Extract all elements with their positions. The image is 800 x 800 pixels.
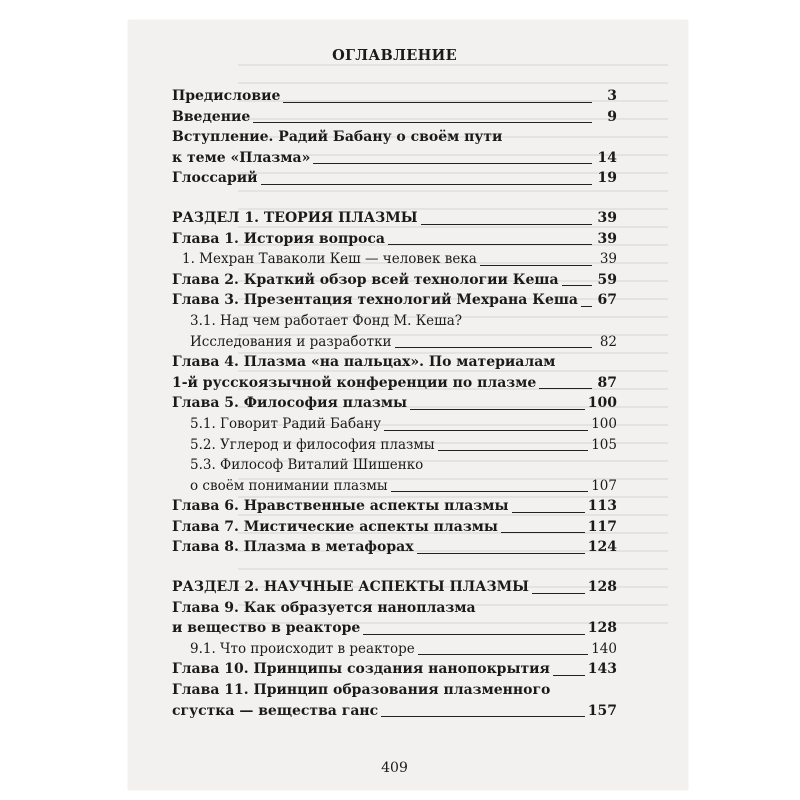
entry-page: 14 [597,149,617,166]
entry-page: 107 [591,477,617,494]
toc-section-2 [172,577,617,598]
entry-title: Глава 8. Плазма в метафорах [172,539,414,556]
entry-title-continuation: и вещество в реакторе [172,620,361,637]
toc-subentry-5-3 [172,476,617,497]
section-title: РАЗДЕЛ 2. НАУЧНЫЕ АСПЕКТЫ ПЛАЗМЫ [172,579,529,596]
entry-title: 9.1. Что происходит в реакторе [190,640,415,657]
entry-title: Глава 6. Нравственные аспекты плазмы [172,498,509,515]
entry-page: 105 [591,436,617,453]
entry-page: 3 [607,88,617,104]
entry-title: Введение [172,108,251,125]
toc-entry-glossary [172,168,617,189]
toc-chapter-1 [172,229,617,250]
toc-chapter-7 [172,517,617,538]
toc-subentry-9-1 [172,639,617,660]
toc-subentry-5-1 [172,414,617,435]
entry-page: 113 [587,498,617,515]
toc-chapter-6 [172,496,617,517]
entry-page: 59 [597,271,617,288]
entry-title-continuation: сгустка — вещества ганс [172,702,379,719]
leader-line [395,347,592,348]
entry-title: Глава 9. Как образуется наноплазма [172,599,476,616]
leader-line [539,388,592,389]
leader-line [384,430,588,431]
entry-title: Глава 5. Философия плазмы [172,395,408,412]
leader-line [421,224,592,225]
entry-title: Предисловие [172,88,281,104]
entry-title-continuation: 1-й русскоязычной конференции по плазме [172,374,537,391]
entry-title: Вступление. Радий Бабану о своём пути [172,129,503,146]
leader-line [391,491,589,492]
entry-title-continuation: к теме «Плазма» [172,149,311,166]
toc-chapter-3 [172,290,617,311]
entry-title-continuation: о своём понимании плазмы [190,477,388,494]
toc-subentry-3-1 [172,332,617,353]
entry-title-continuation: Исследования и разработки [190,333,392,350]
toc-subentry-1-1 [172,249,617,270]
leader-line [410,409,585,410]
toc-entry-introduction [172,107,617,128]
leader-line [501,532,585,533]
entry-title: Глава 4. Плазма «на пальцах». По материалам [172,354,556,371]
leader-line [553,675,585,676]
leader-line [253,122,592,123]
entry-page: 87 [597,374,617,391]
leader-line [581,306,592,307]
entry-page: 128 [587,620,617,637]
leader-line [313,163,592,164]
entry-page: 9 [607,108,617,125]
entry-page: 143 [587,661,617,678]
toc-chapter-8 [172,537,617,558]
entry-page: 100 [587,395,617,412]
entry-page: 100 [591,415,617,432]
toc-heading: ОГЛАВЛЕНИЕ [332,47,457,64]
entry-title: 3.1. Над чем работает Фонд М. Кеша? [190,312,463,329]
toc-chapter-4 [172,373,617,394]
leader-line [562,285,592,286]
page-number: 409 [381,760,408,776]
entry-title: 5.1. Говорит Радий Бабану [190,415,382,432]
leader-line [363,634,584,635]
leader-line [417,553,585,554]
section-page: 39 [597,209,617,226]
entry-title: Глава 10. Принципы создания нанопокрытия [172,661,550,678]
entry-page: 124 [587,539,617,556]
entry-title: Глава 3. Презентация технологий Мехрана Кеша [172,292,578,309]
leader-line [283,102,592,103]
toc-entry-preface [172,86,617,107]
entry-title: Глава 11. Принцип образования плазменного [172,682,551,699]
leader-line [388,244,592,245]
entry-page: 39 [599,251,617,268]
entry-title: 5.3. Философ Виталий Шишенко [190,457,424,474]
entry-page: 19 [597,170,617,187]
leader-line [261,184,592,185]
toc-entry-opening [172,148,617,169]
toc-subentry-5-2 [172,435,617,456]
entry-page: 67 [597,292,617,309]
entry-title: Глава 7. Мистические аспекты плазмы [172,518,498,535]
toc-chapter-5 [172,393,617,414]
leader-line [532,593,585,594]
entry-title: Глоссарий [172,170,258,187]
entry-page: 117 [587,518,617,535]
section-title: РАЗДЕЛ 1. ТЕОРИЯ ПЛАЗМЫ [172,209,418,226]
toc-chapter-11 [172,701,617,722]
leader-line [438,450,589,451]
entry-page: 39 [597,230,617,247]
toc-section-1 [172,208,617,229]
entry-title: Глава 1. История вопроса [172,230,385,247]
table-of-contents [172,86,617,721]
leader-line [418,654,588,655]
entry-title: Глава 2. Краткий обзор всей технологии Кеша [172,271,559,288]
entry-page: 157 [587,702,617,719]
leader-line [480,265,592,266]
leader-line [381,716,585,717]
leader-line [512,512,585,513]
entry-title: 1. Мехран Таваколи Кеш — человек века [182,251,477,268]
toc-chapter-2 [172,270,617,291]
toc-chapter-10 [172,659,617,680]
entry-page: 82 [599,333,617,350]
toc-chapter-9 [172,618,617,639]
entry-title: 5.2. Углерод и философия плазмы [190,436,435,453]
entry-page: 140 [591,640,617,657]
section-page: 128 [587,579,617,596]
